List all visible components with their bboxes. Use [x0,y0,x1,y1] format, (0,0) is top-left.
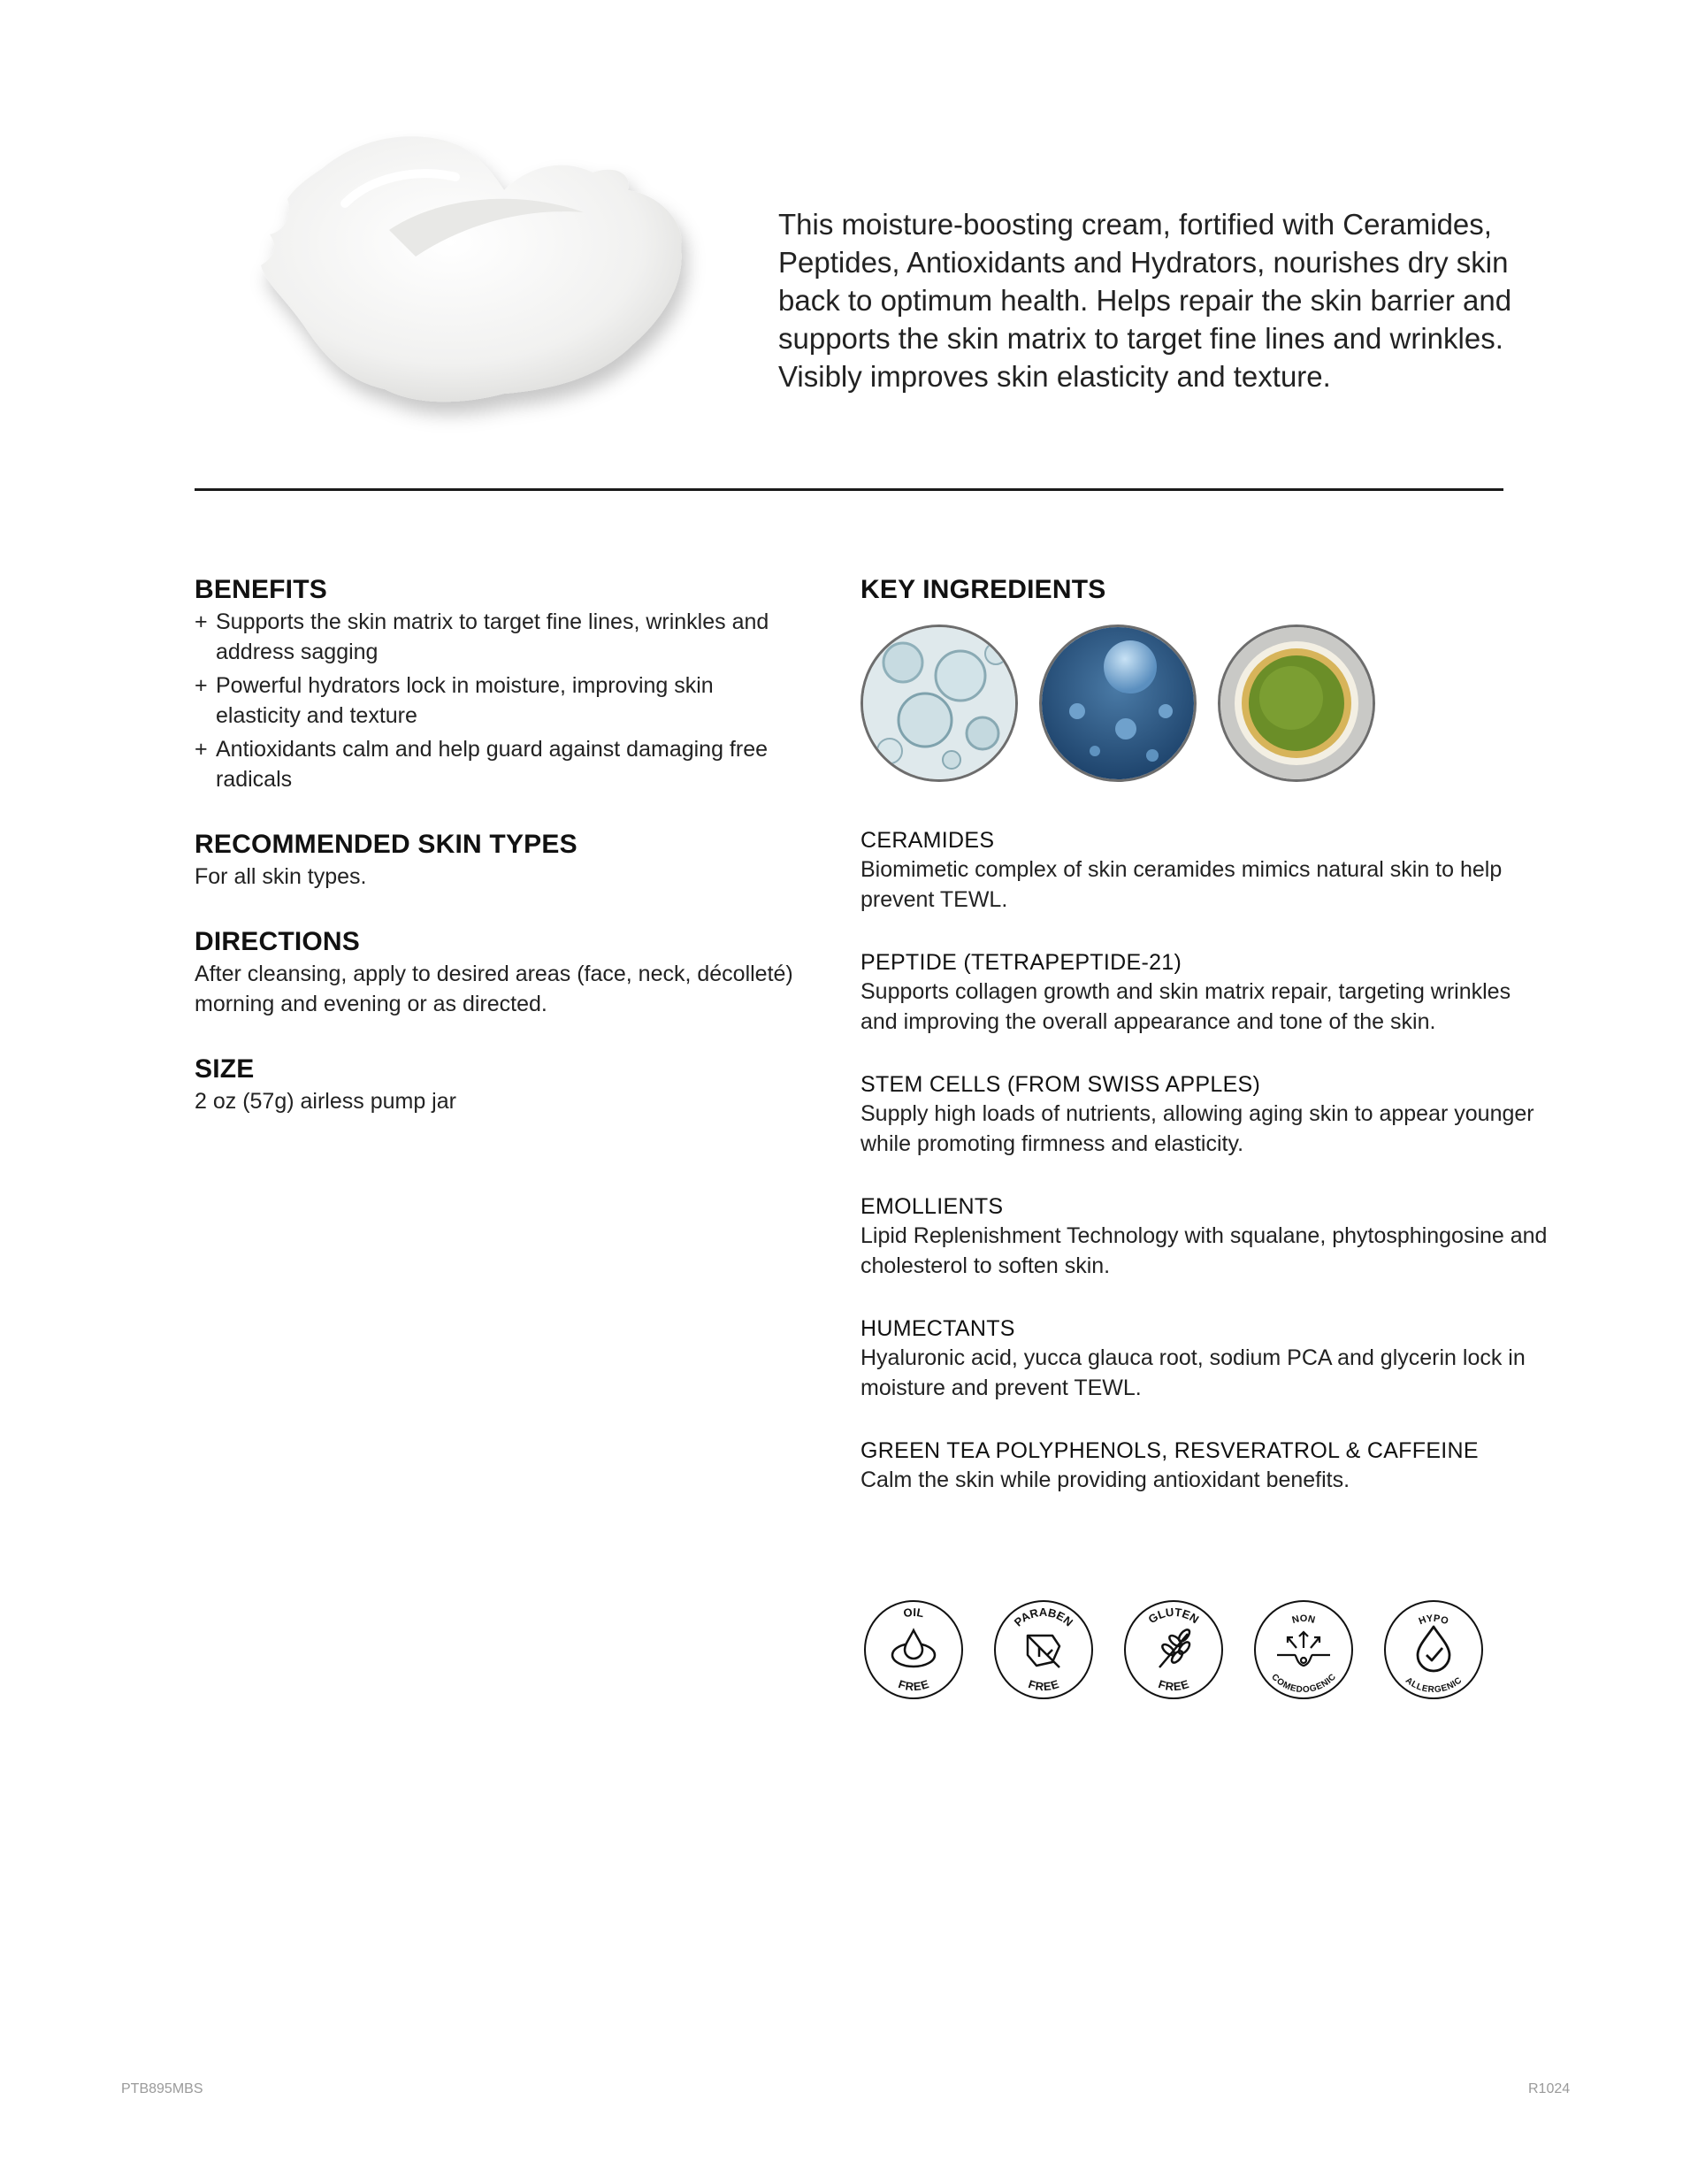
leaf-icon [1028,1636,1059,1667]
cells-photo [1039,625,1197,782]
revision-code: R1024 [1528,2081,1571,2096]
size-section [195,1054,796,1116]
skin-types-section [195,830,796,892]
svg-text:COMEDOGENIC: COMEDOGENIC [1269,1672,1338,1696]
product-description: This moisture-boosting cream, fortified with Ceramides, Peptides, Antioxidants and Hydrators, nourishes dry skin back to optimum health. Helps repair the skin barrier and supports the skin matrix to target fine lines and wrinkles. Visibly improves skin elasticity and texture. [778,208,1512,393]
green-tea-photo [1218,625,1375,782]
directions-text: After cleansing, apply to desired areas (face, neck, décolleté) morning and evening or as directed. [195,962,793,1016]
drop-check-icon [1418,1627,1449,1671]
key-ingredients-heading: KEY INGREDIENTS [860,575,1106,604]
wheat-icon [1159,1628,1191,1667]
paraben-free-badge [990,1597,1097,1703]
hypoallergenic-badge [1381,1597,1487,1703]
benefits-heading: BENEFITS [195,575,327,604]
directions-heading: DIRECTIONS [195,927,361,956]
ingredient-stem-cells: STEM CELLS (FROM SWISS APPLES) Supply high loads of nutrients, allowing aging skin to appear younger while promoting firmness and elasticity. [860,1072,1534,1156]
section-divider [195,488,1503,491]
ingredient-humectants: HUMECTANTS Hyaluronic acid, yucca glauca root, sodium PCA and glycerin lock in moisture and prevent TEWL. [860,1316,1526,1400]
svg-text:NON: NON [1290,1613,1317,1626]
right-column [860,575,1550,1529]
pore-icon [1277,1632,1330,1666]
svg-text:GLUTEN: GLUTEN [1145,1605,1202,1627]
claim-badges [860,1597,1487,1703]
size-heading: SIZE [195,1054,255,1084]
svg-text:FREE: FREE [1156,1677,1191,1694]
benefit-item: + Antioxidants calm and help guard against damaging free radicals [195,737,769,792]
benefit-item: + Supports the skin matrix to target fine lines, wrinkles and address sagging [195,609,769,664]
ingredient-photos [860,625,1550,782]
ingredient-emollients: EMOLLIENTS Lipid Replenishment Technology with squalane, phytosphingosine and cholesterol to soften skin. [860,1194,1548,1278]
gel-bubbles-photo [860,625,1018,782]
ingredient-green-tea: GREEN TEA POLYPHENOLS, RESVERATROL & CAFFEINE Calm the skin while providing antioxidant benefits. [860,1438,1479,1492]
svg-text:HYPO: HYPO [1417,1613,1450,1628]
svg-text:OIL: OIL [902,1605,925,1621]
skin-types-text: For all skin types. [195,864,367,889]
size-text: 2 oz (57g) airless pump jar [195,1089,456,1114]
ingredient-peptide: PEPTIDE (TETRAPEPTIDE-21) Supports collagen growth and skin matrix repair, targeting wrinkles and improving the overall appearance and tone of the skin. [860,950,1511,1034]
svg-text:ALLERGENIC: ALLERGENIC [1403,1675,1465,1696]
svg-text:FREE: FREE [896,1677,931,1694]
benefits-list [195,607,796,794]
left-column [195,575,796,1152]
product-code: PTB895MBS [121,2081,203,2096]
oil-drop-icon [892,1630,935,1667]
skin-types-heading: RECOMMENDED SKIN TYPES [195,830,577,859]
benefits-section [195,575,796,794]
svg-text:FREE: FREE [1026,1677,1061,1694]
non-comedogenic-badge [1251,1597,1357,1703]
ingredient-ceramides: CERAMIDES Biomimetic complex of skin ceramides mimics natural skin to help prevent TEWL. [860,828,1503,912]
benefit-item: + Powerful hydrators lock in moisture, improving skin elasticity and texture [195,673,714,728]
directions-section [195,927,796,1019]
gluten-free-badge [1121,1597,1227,1703]
svg-text:PARABEN: PARABEN [1011,1605,1076,1629]
cream-swatch-image [239,124,716,469]
oil-free-badge [860,1597,967,1703]
